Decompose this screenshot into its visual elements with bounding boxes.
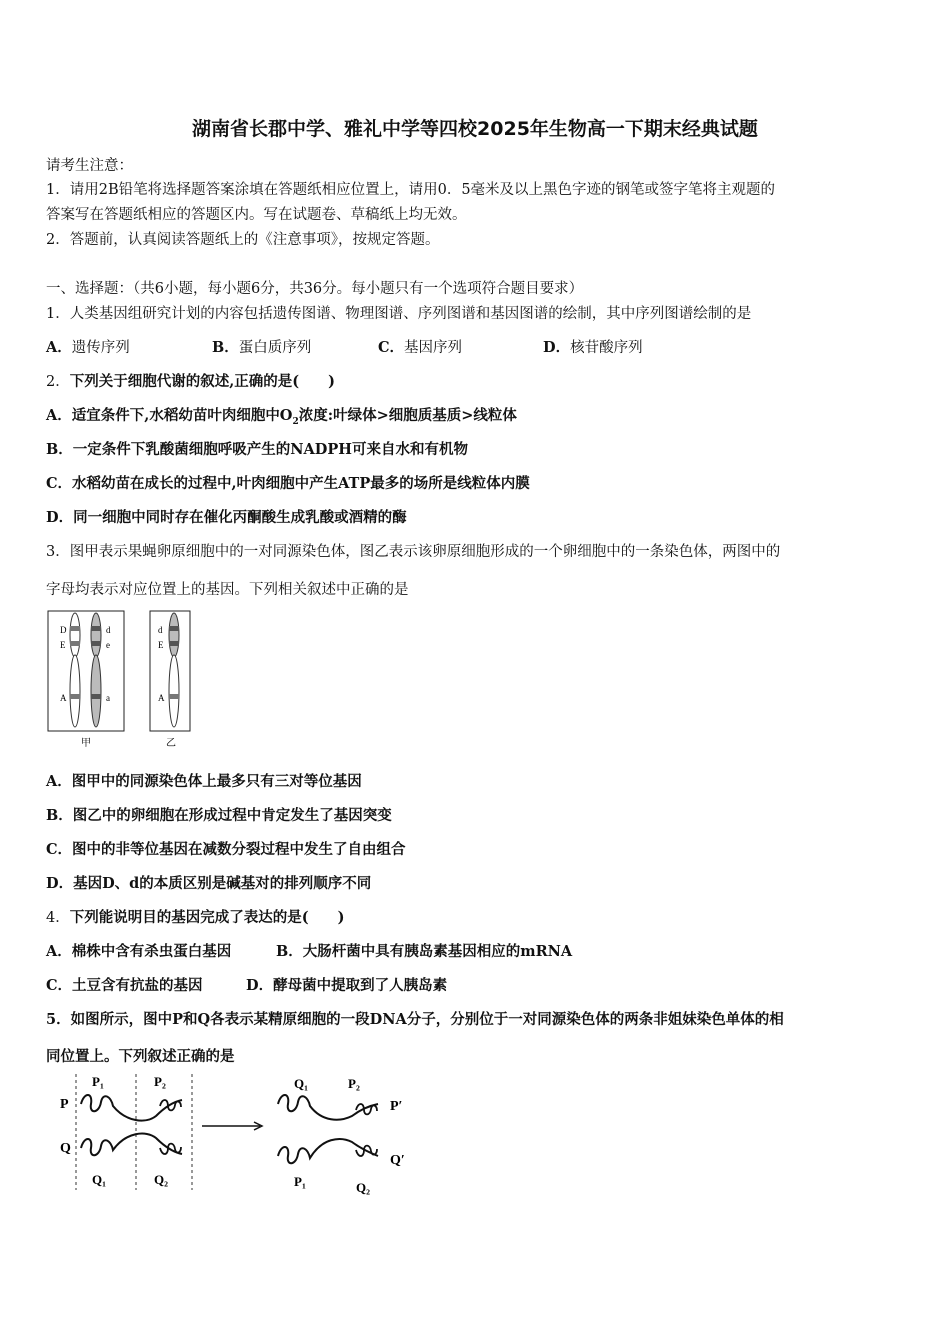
option-text: 图乙中的卵细胞在形成过程中肯定发生了基因突变 — [72, 807, 392, 824]
option-letter: A． — [46, 943, 72, 960]
label-P2: P₂ — [154, 1074, 166, 1089]
question-number: 4． — [46, 910, 70, 926]
gene-band — [169, 626, 179, 631]
label-Q-prime: Q′ — [390, 1153, 405, 1168]
option-letter: A． — [46, 773, 72, 790]
option-letter: C． — [46, 475, 73, 492]
gene-band — [91, 641, 101, 646]
chromatid — [169, 613, 179, 657]
q4-option-c — [46, 974, 203, 995]
question-text: 下列关于细胞代谢的叙述,正确的是( ) — [69, 373, 336, 390]
option-letter: D． — [246, 977, 274, 994]
chromatid — [91, 655, 101, 727]
page-title: 湖南省长郡中学、雅礼中学等四校2025年生物高一下期末经典试题 — [192, 118, 758, 140]
option-letter: B． — [212, 339, 239, 356]
notice-heading: 请考生注意： — [46, 158, 133, 174]
option-text: 图中的非等位基因在减数分裂过程中发生了自由组合 — [72, 841, 406, 858]
chromatid — [70, 613, 80, 657]
q4-option-a — [46, 940, 231, 961]
label-Q1: Q₁ — [92, 1172, 107, 1187]
q1-option-b — [212, 336, 311, 357]
option-letter: C． — [378, 339, 405, 356]
dna-crossover-figure — [56, 1072, 426, 1202]
q4-option-b — [276, 940, 572, 961]
option-letter: B． — [46, 807, 73, 824]
option-text: 水稻幼苗在成长的过程中,叶肉细胞中产生ATP最多的场所是线粒体内膜 — [72, 475, 530, 492]
dna-coil — [356, 1104, 377, 1114]
gene-label-d: d — [106, 625, 111, 635]
gene-label-A: A — [158, 693, 165, 703]
option-text-post: 浓度:叶绿体>细胞质基质>线粒体 — [298, 407, 517, 424]
gene-band — [169, 694, 179, 699]
chromosome-figure — [44, 607, 204, 752]
q4-option-d — [246, 974, 447, 995]
option-text: 蛋白质序列 — [238, 340, 312, 356]
dna-strand-recombined — [278, 1139, 378, 1163]
gene-label-A: A — [60, 693, 67, 703]
q3-option-b — [46, 804, 392, 825]
gene-band — [70, 641, 80, 646]
option-letter: D． — [543, 339, 571, 356]
option-text: 图甲中的同源染色体上最多只有三对等位基因 — [71, 773, 362, 790]
q5-stem-line2: 同位置上。下列叙述正确的是 — [46, 1048, 235, 1065]
question-number: 2． — [46, 374, 70, 390]
option-letter: C． — [46, 841, 73, 858]
chromatid — [91, 613, 101, 657]
q1-option-a — [46, 336, 130, 357]
option-letter: D． — [46, 509, 74, 526]
option-letter: B． — [46, 441, 73, 458]
label-Q1: Q₁ — [294, 1076, 309, 1091]
option-letter: A． — [46, 339, 72, 356]
chromatid — [169, 655, 179, 727]
option-letter: D． — [46, 875, 74, 892]
subscript: 2 — [292, 416, 299, 427]
label-P-prime: P′ — [390, 1099, 403, 1114]
q1-option-d — [543, 336, 643, 357]
figure-label-yi: 乙 — [166, 738, 176, 749]
option-letter: B． — [276, 943, 303, 960]
gene-label-d: d — [158, 625, 163, 635]
question-text: 下列能说明目的基因完成了表达的是( ) — [69, 909, 345, 926]
label-Q2: Q₂ — [356, 1180, 371, 1195]
label-P1: P₁ — [294, 1174, 306, 1189]
option-text: 土豆含有抗盐的基因 — [72, 977, 203, 994]
dna-strand-P — [81, 1095, 182, 1121]
gene-label-E: E — [158, 640, 164, 650]
notice-line-1b: 答案写在答题纸相应的答题区内。写在试题卷、草稿纸上均无效。 — [46, 207, 467, 223]
q3-option-d — [46, 872, 371, 893]
option-text: 酵母菌中提取到了人胰岛素 — [273, 977, 448, 994]
notice-line-2: 2．答题前，认真阅读答题纸上的《注意事项》，按规定答题。 — [46, 232, 440, 248]
q1-option-c — [378, 336, 462, 357]
q1-stem: 1．人类基因组研究计划的内容包括遗传图谱、物理图谱、序列图谱和基因图谱的绘制，其中序列图谱绘制的是 — [46, 306, 752, 322]
option-text: 同一细胞中同时存在催化丙酮酸生成乳酸或酒精的酶 — [73, 509, 407, 526]
option-text: 核苷酸序列 — [570, 340, 643, 356]
option-text: 遗传序列 — [71, 340, 130, 356]
chromatid — [70, 655, 80, 727]
option-text: 一定条件下乳酸菌细胞呼吸产生的NADPH可来自水和有机物 — [72, 441, 468, 458]
option-text: 基因D、d的本质区别是碱基对的排列顺序不同 — [73, 875, 372, 892]
label-P1: P₁ — [92, 1074, 104, 1089]
gene-band — [91, 626, 101, 631]
option-text: 棉株中含有杀虫蛋白基因 — [71, 943, 232, 960]
gene-label-D: D — [60, 625, 67, 635]
option-text: 大肠杆菌中具有胰岛素基因相应的mRNA — [302, 943, 573, 960]
q3-stem-line1: 3．图甲表示果蝇卵原细胞中的一对同源染色体，图乙表示该卵原细胞形成的一个卵细胞中的一条染色体，两图中的 — [46, 544, 781, 560]
section-heading: 一、选择题：（共6小题，每小题6分，共36分。每小题只有一个选项符合题目要求） — [46, 281, 584, 297]
option-text: 基因序列 — [404, 340, 463, 356]
notice-line-1: 1．请用2B铅笔将选择题答案涂填在答题纸相应位置上，请用0．5毫米及以上黑色字迹的钢笔或签字笔将主观题的 — [46, 182, 776, 198]
q2-option-c — [46, 472, 530, 493]
gene-band — [70, 626, 80, 631]
label-Q: Q — [60, 1141, 71, 1156]
label-Q2: Q₂ — [154, 1172, 169, 1187]
gene-band — [91, 694, 101, 699]
q3-option-c — [46, 838, 406, 859]
q2-option-d — [46, 506, 407, 527]
q2-stem — [46, 370, 335, 391]
gene-label-E: E — [60, 640, 66, 650]
label-P: P — [60, 1097, 69, 1112]
q5-stem-line1: 5．如图所示，图中P和Q各表示某精原细胞的一段DNA分子，分别位于一对同源染色体的两条非姐妹染色单体的相 — [46, 1011, 784, 1028]
q2-option-a — [46, 404, 517, 427]
q4-stem — [46, 906, 344, 927]
option-text-pre: 适宜条件下,水稻幼苗叶肉细胞中O — [71, 407, 293, 424]
q3-stem-line2: 字母均表示对应位置上的基因。下列相关叙述中正确的是 — [46, 582, 409, 598]
gene-label-a: a — [106, 693, 110, 703]
gene-label-e: e — [106, 640, 110, 650]
option-letter: A． — [46, 407, 72, 424]
option-letter: C． — [46, 977, 73, 994]
gene-band — [169, 641, 179, 646]
figure-label-jia: 甲 — [81, 738, 91, 749]
q3-option-a — [46, 770, 362, 791]
label-P2: P₂ — [348, 1076, 360, 1091]
gene-band — [70, 694, 80, 699]
q2-option-b — [46, 438, 468, 459]
